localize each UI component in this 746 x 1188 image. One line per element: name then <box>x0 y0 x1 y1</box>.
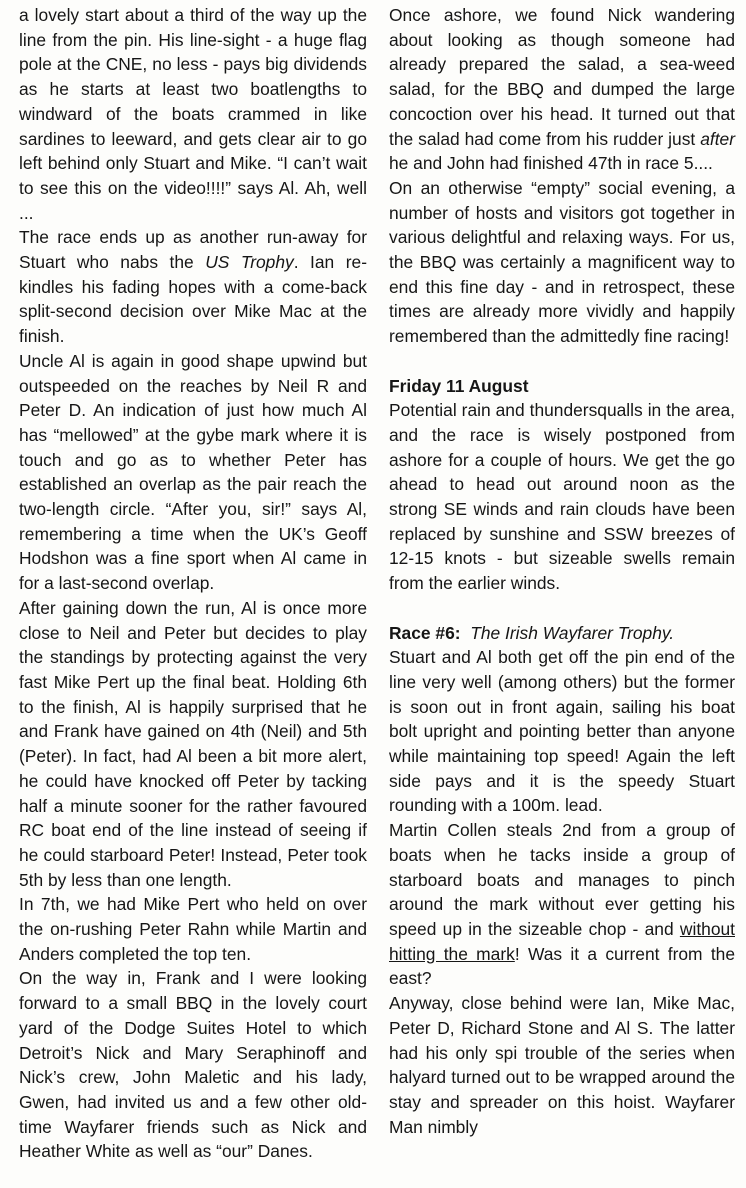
race-heading <box>389 621 735 646</box>
paragraph: On the way in, Frank and I were looking forward to a small BBQ in the lovely court yard of the Dodge Suites Hotel to which Detroit’s Nick and Mary Seraphinoff and Nick’s crew, John Maletic and his lady, Gwen, had invited us and a few other old-time Wayfarer friends such as Nick and Heather White as well as “our” Danes. <box>19 968 367 1162</box>
paragraph: After gaining down the run, Al is once more close to Neil and Peter but decides to play the standings by protecting against the very fast Mike Pert up the final beat. Holding 6th to the finish, Al is happily surprised that he and Frank have gained on 4th (Neil) and 5th (Peter). In fact, had Al been a bit more alert, he could have knocked off Peter by tacking half a minute sooner for the rather favoured RC boat end of the line instead of seeing if he could starboard Peter! Instead, Peter took 5th by less than one length. <box>19 597 367 890</box>
paragraph: Stuart and Al both get off the pin end of the line very well (among others) but the former is soon out in front again, sailing his boat bolt upright and pointing better than anyone while maintaining top speed! Again the left side pays and it is the speedy Stuart rounding with a 100m. lead. <box>389 647 735 816</box>
right-column <box>389 3 735 1139</box>
paragraph: Martin Collen steals 2nd from a group of boats when he tacks inside a group of starboard boats and manages to pinch around the mark without ever getting his speed up in the sizeable chop - and without hitting the mark! Was it a current from the east? <box>389 820 736 989</box>
race-trophy-title: The Irish Wayfarer Trophy. <box>470 622 675 643</box>
paragraph: The race ends up as another run-away for Stuart who nabs the US Trophy. Ian re-kindles his fading hopes with a come-back split-second decision over Mike Mac at the finish. <box>19 227 367 347</box>
trophy-name: US Trophy <box>205 252 294 273</box>
paragraph: Potential rain and thundersqualls in the area, and the race is wisely postponed from ashore for a couple of hours. We get the go ahead to head out around noon as the strong SE winds and rain clouds have been replaced by sunshine and SSW breezes of 12-15 knots - but sizeable swells remain from the earlier winds. <box>389 400 735 594</box>
paragraph: Once ashore, we found Nick wandering about looking as though someone had already prepared the salad, a sea-weed salad, for the BBQ and dumped the large concoction over his head. It turned out that the salad had come from his rudder just after he and John had finished 47th in race 5.... <box>389 5 735 174</box>
paragraph: a lovely start about a third of the way up the line from the pin. His line-sight - a huge flag pole at the CNE, no less - pays big dividends as he starts at least two boatlengths to windward of the boats crammed in like sardines to leeward, and gets clear air to go left behind only Stuart and Mike. “I can’t wait to see this on the video!!!!” says Al. Ah, well ... <box>19 5 367 223</box>
paragraph: Anyway, close behind were Ian, Mike Mac, Peter D, Richard Stone and Al S. The latter had his only spi trouble of the series when halyard turned out to be wrapped around the stay and spreader on this hoist. Wayfarer Man nimbly <box>389 993 735 1137</box>
underlined-phrase: without hitting the mark <box>389 918 735 964</box>
paragraph: In 7th, we had Mike Pert who held on over the on-rushing Peter Rahn while Martin and Anders completed the top ten. <box>19 894 367 964</box>
left-column <box>19 3 367 1164</box>
paragraph: Uncle Al is again in good shape upwind but outspeeded on the reaches by Neil R and Peter D. An indication of just how much Al has “mellowed” at the gybe mark where it is touch and go as to whether Peter has established an overlap as the pair reach the two-length circle. “After you, sir!” says Al, remembering a time when the UK’s Geoff Hodshon was a fine sport when Al came in for a last-second overlap. <box>19 350 367 594</box>
section-heading-friday: Friday 11 August <box>389 375 529 396</box>
race-label: Race #6: <box>389 622 461 643</box>
paragraph: On an otherwise “empty” social evening, a number of hosts and visitors got together in various delightful and relaxing ways. For us, the BBQ was certainly a magnificent way to end this fine day - and in retrospect, these times are already more vividly and happily remembered than the admittedly fine racing! <box>389 177 735 347</box>
